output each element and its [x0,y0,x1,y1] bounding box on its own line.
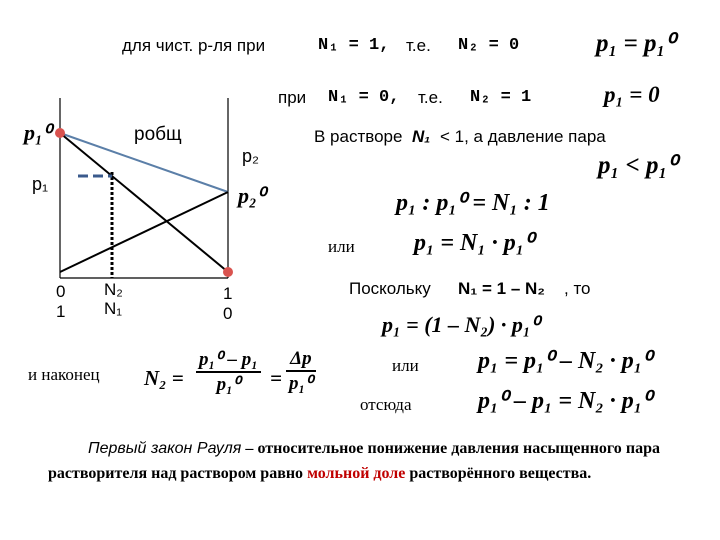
p2-line [60,192,228,272]
right-tick-top: 1 [223,284,233,303]
case1-n2: N₂ = 0 [458,36,520,55]
p2-zero-label: p₂⁰ [238,183,266,208]
case2-n2: N₂ = 1 [470,88,532,107]
product-formula: p₁ = N₁ · p₁⁰ [414,230,534,256]
equals-sign: = [270,366,282,390]
law-term: Первый закон Рауля [88,440,242,457]
case2-result: p₁ = 0 [604,82,660,107]
p1-end-point [223,267,233,277]
law-highlight: мольной доле [307,465,406,482]
raoult-law-paragraph [48,436,660,486]
left-tick-top: 0 [56,282,66,301]
ili-label-1: или [328,237,355,256]
p1-line [60,133,228,272]
fraction2-denominator: p₁⁰ [286,370,316,395]
law-text-before: – относительное понижение давления насыщенного пара растворителя над раствором равно [48,440,660,482]
case1-condition: N₁ = 1, [318,36,390,55]
fraction-pressure-drop [196,348,261,396]
case2-pri-label: при [278,88,307,107]
case2-condition: N₁ = 0, [328,88,400,107]
p1-zero-point [55,128,65,138]
fraction1-denominator: p₁⁰ [196,371,261,396]
ili-label-2: или [392,356,419,375]
fraction-delta-p [286,348,316,395]
fraction2-numerator: Δp [290,348,312,369]
substituted-formula: p₁ = (1 – N₂) · p₁⁰ [382,312,540,337]
solution-text: В растворе [314,127,403,146]
pure-solvent-label: для чист. р-ля при [122,36,266,55]
law-text-after: растворённого вещества. [405,465,592,482]
otsyuda-label: отсюда [360,395,412,414]
since-to: , то [564,279,591,298]
left-tick-bottom: 1 [56,302,66,321]
inequality-formula: p₁ < p₁⁰ [598,152,678,179]
p1-zero-label: p₁⁰ [24,120,52,145]
right-tick-bottom: 0 [223,304,233,323]
since-text: Поскольку [349,279,431,298]
expanded-formula: p₁ = p₁⁰ – N₂ · p₁⁰ [478,348,652,374]
p1-label: p₁ [32,174,49,194]
since-formula: N₁ = 1 – N₂ [458,279,545,298]
p-total-label: pобщ [134,124,182,145]
case1-ie-label: т.е. [406,36,431,55]
case2-ie-label: т.е. [418,88,443,107]
case1-result: p₁ = p₁⁰ [596,30,676,57]
solution-rest: < 1, а давление пара [440,127,606,146]
axis-n1-label: N₁ [104,299,123,318]
rearranged-formula: p₁⁰ – p₁ = N₂ · p₁⁰ [478,388,652,414]
ratio-formula: p₁ : p₁⁰ = N₁ : 1 [396,190,550,216]
finally-label: и наконец [28,365,100,384]
n2-equals: N₂ = [144,366,184,390]
fraction1-numerator: p₁⁰ – p₁ [199,349,258,370]
axis-n2-label: N₂ [104,280,123,299]
solution-n1: N₁ [412,127,431,146]
p2-label: p₂ [242,146,259,166]
